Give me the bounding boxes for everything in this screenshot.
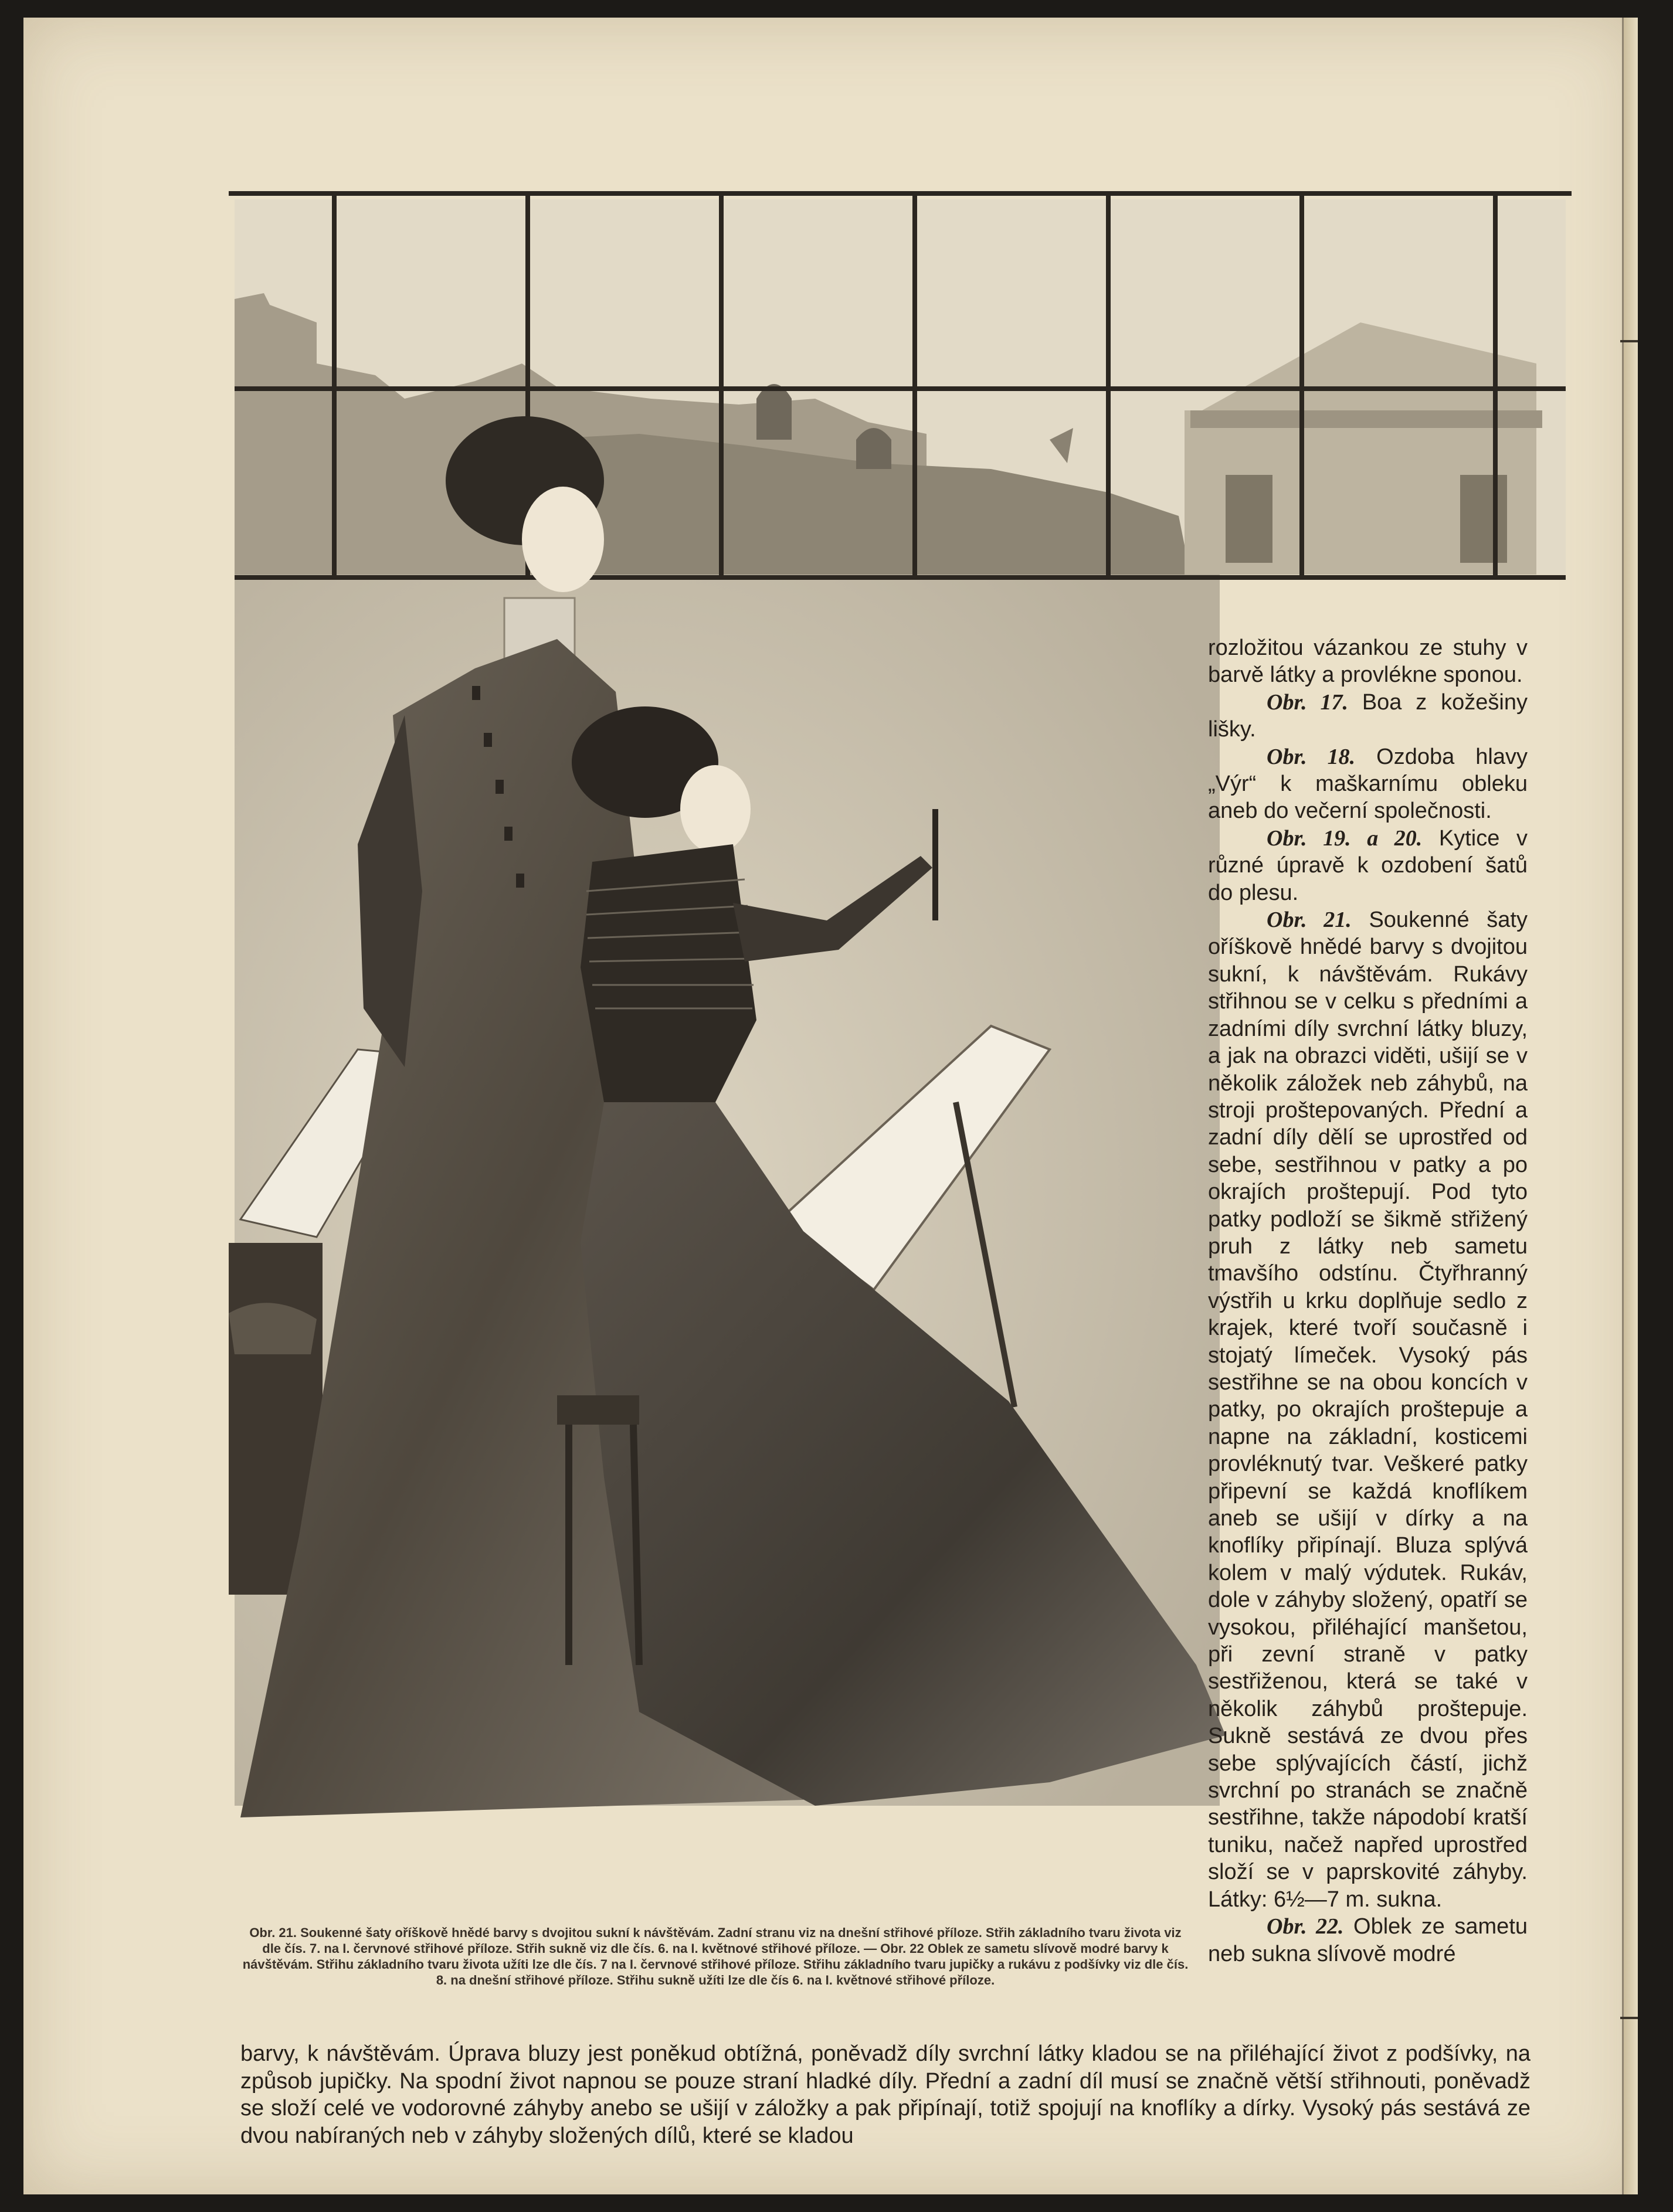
figure-ref: Obr. 21. bbox=[1267, 908, 1352, 933]
dome-right bbox=[856, 428, 891, 469]
building-window bbox=[1226, 475, 1272, 563]
figure-ref: Obr. 22. bbox=[1267, 1914, 1344, 1939]
figure-ref: Obr. 17. bbox=[1267, 689, 1348, 715]
paragraph-text: Kytice v různé úpravě k ozdobení šatů do plesu. bbox=[1208, 825, 1528, 905]
figure-ref: Obr. 19. a 20. bbox=[1267, 825, 1423, 851]
chair-seat bbox=[557, 1395, 639, 1425]
edge-tick bbox=[1620, 340, 1638, 342]
seated-woman-face bbox=[680, 765, 751, 853]
paragraph-text: Ozdoba hlavy „Výr“ k maškarnímu obleku aneb do večerní společnosti. bbox=[1208, 744, 1528, 824]
magazine-page bbox=[23, 18, 1638, 2194]
edge-tick bbox=[1620, 2017, 1638, 2019]
standing-woman-face bbox=[522, 487, 604, 592]
paragraph-text: Boa z kožešiny lišky. bbox=[1208, 689, 1528, 742]
building-cornice bbox=[1190, 410, 1542, 428]
paragraph-continuation: rozložitou vázankou ze stuhy v barvě látky a provlékne sponou. bbox=[1208, 636, 1528, 688]
figure-ref: Obr. 18. bbox=[1267, 744, 1356, 769]
paragraph-obr-17 bbox=[1208, 689, 1528, 743]
building-window bbox=[1460, 475, 1507, 563]
paragraph-obr-19-20 bbox=[1208, 825, 1528, 906]
pencil bbox=[932, 809, 938, 920]
adjacent-page-edge bbox=[1622, 18, 1638, 2194]
seated-woman-bodice bbox=[581, 844, 756, 1102]
figure-caption: Obr. 21. Soukenné šaty oříškově hnědé barvy s dvojitou sukní k návštěvám. Zadní stranu viz na dnešní střihové příloze. Střih základního tvaru života viz dle čís. 7. na I. červnové střihové příloze. Střih sukně viz dle čís. 6. na I. květnové střihové příloze. — Obr. 22 Oblek ze sametu slívově modré barvy k návštěvám. Střihu základního tvaru života užíti lze dle čís. 7 na I. červnové střihové příloze. Střihu základního tvaru jupičky a rukávu z podšívky viz dle čís. 8. na dnešní střihové příloze. Střihu sukně užíti lze dle čís 6. na I. květnové střihové příloze. bbox=[242, 1925, 1189, 1987]
paragraph-obr-22 bbox=[1208, 1913, 1528, 1968]
paragraph-text: Soukenné šaty oříškově hnědé barvy s dvojitou sukní, k návštěvám. Rukávy střihnou se v celku s předními a zadními díly svrchní látky bluzy, a jak na obrazci viděti, ušijí se v několik záložek neb záhybů, na stroji proštepovaných. Přední a zadní díly dělí se uprostřed od sebe, sestřihnou v patky a po okrajích proštepují. Pod tyto patky podloží se šikmě střižený pruh z látky neb sametu tmavšího odstínu. Čtyřhranný výstřih u krku doplňuje sedlo z krajek, které tvoří současně i stojatý límeček. Vysoký pás sestřihne se na obou koncích v patky, po okrajích proštepuje a napne na základní, kosticemi provléknutý tvar. Veškeré patky připevní se každá knoflíkem aneb se ušijí v dírky a na knoflíky připínají. Bluza splývá kolem v malý výdutek. Rukáv, dole v záhyby složený, opatří se vysokou, přiléhající manšetou, při zevní straně v patky sestřiženou, která se také v několik záhybů proštepuje. Sukně sestává ze dvou přes sebe splývajících částí, jichž svrchní po stranách se značně sestřihne, takže nápodobí kratší tuniku, načež napřed uprostřed složí se v paprskovité záhyby. Látky: 6½—7 m. sukna. bbox=[1208, 908, 1528, 1912]
dome-left bbox=[756, 384, 792, 440]
paragraph-obr-21 bbox=[1208, 906, 1528, 1913]
paragraph-text: Oblek ze sametu neb sukna slívově modré bbox=[1208, 1914, 1528, 1966]
paragraph-obr-18 bbox=[1208, 743, 1528, 825]
bottom-paragraph: barvy, k návštěvám. Úprava bluzy jest poněkud obtížná, poněvadž díly svrchní látky kladou se na přiléhající život z podšívky, na způsob jupičky. Na spodní život napnou se pouze straní hladké díly. Přední a zadní díl musí se značně větší střihnouti, poněvadž se složí celé ve vodorovné záhyby anebo se ušijí v záložky a pak připínají, totiž spojují na knoflíky a dírky. Vysoký pás sestává ze dvou nabíraných neb v záhyby složených dílů, které se kladou bbox=[240, 2041, 1531, 2148]
text-column bbox=[1208, 634, 1528, 1968]
